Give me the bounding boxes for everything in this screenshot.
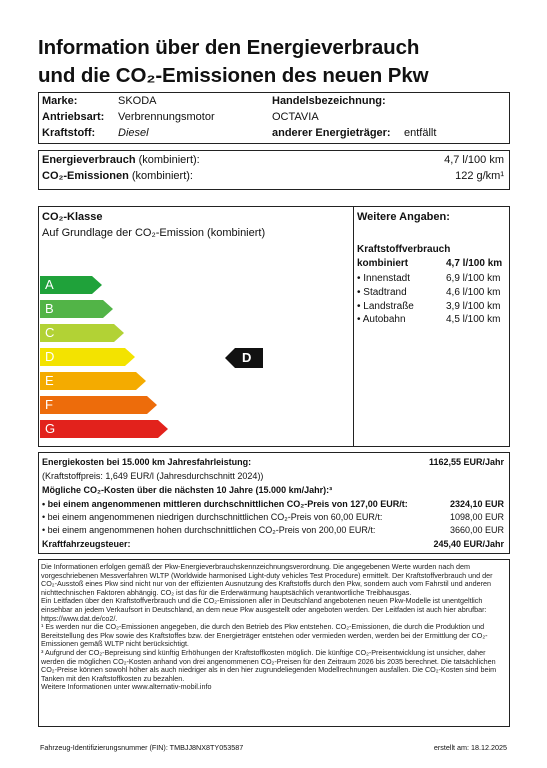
current-class-label: D bbox=[242, 350, 252, 365]
weitere-row-label: • Innenstadt bbox=[357, 273, 410, 284]
class-bar-f-shape bbox=[40, 396, 157, 414]
energie-label: Energieverbrauch bbox=[42, 154, 136, 166]
co2-cost-row-label: • bei einem angenommenen hohen durchschnittlichen CO₂-Preis von 200,00 EUR/t: bbox=[42, 525, 376, 535]
anderer-label: anderer Energieträger: bbox=[272, 127, 391, 139]
footnote-paragraph: ¹ Es werden nur die CO₂-Emissionen angegeben, die durch den Betrieb des Pkw entstehen. CO₂-Emissionen, die durch die Produktion und Bereitstellung des Pkw sowie des Kraftstoffes bzw. der Energieträger entstehen oder vermieden werden, werden bei der Ermittlung der CO₂-Emissionen gemäß WLTP nicht berücksichtigt. bbox=[41, 622, 488, 649]
co2-cost-row-value: 3660,00 EUR bbox=[449, 525, 504, 535]
page-title bbox=[38, 34, 429, 90]
class-label-c: C bbox=[45, 325, 55, 340]
co2-cost-row-label: • bei einem angenommenen mittleren durchschnittlichen CO₂-Preis von 127,00 EUR/t: bbox=[42, 499, 408, 509]
co2-value: 122 g/km¹ bbox=[455, 170, 504, 182]
footnote-paragraph: Die Informationen erfolgen gemäß der Pkw-Energieverbrauchskennzeichnungsverordnung. Die angegebenen Werte wurden nach dem vorgeschriebenen Messverfahren WLTP (Worldwide harmonised Light-duty vehicles Test Procedure) ermittelt. Der Kraftstoffverbrauch und der CO₂-Ausstoß eines Pkw sind nicht nur von der effizienten Ausnutzung des Kraftstoffs durch den Pkw, sondern auch vom Fahrstil und anderen nichttechnischen Faktoren abhängig. CO₂ ist das für die Erderwärmung hauptsächlich verantwortliche Treibhausgas. bbox=[41, 562, 493, 597]
footnote-paragraph: Ein Leitfaden über den Kraftstoffverbrauch und die CO₂-Emissionen aller in Deutschland angebotenen neuen Pkw-Modelle ist unentgeltlich einsehbar an jedem Verkaufsort in Deutschland, an dem neue Pkw ausgestellt oder angeboten werden. Der Leitfaden ist auch hier abrufbar: https://www.dat.de/co2/. bbox=[41, 596, 487, 623]
co2-cost-row-value: 2324,10 EUR bbox=[449, 499, 504, 509]
co2-class-heading: CO₂-Klasse bbox=[42, 211, 103, 223]
weitere-row-value: 6,9 l/100 km bbox=[446, 273, 501, 284]
weitere-row-label: • Stadtrand bbox=[357, 287, 407, 298]
antrieb-label: Antriebsart: bbox=[42, 111, 105, 123]
class-label-d: D bbox=[45, 349, 55, 364]
class-bar-g bbox=[40, 420, 168, 438]
energie-suffix: (kombiniert): bbox=[138, 154, 200, 166]
fin-text: Fahrzeug-Identifizierungsnummer (FIN): TMBJJ8NX8TY053587 bbox=[40, 743, 244, 752]
class-bar-e bbox=[40, 372, 146, 390]
kraftstoffpreis-note: (Kraftstoffpreis: 1,649 EUR/l (Jahresdurchschnitt 2024)) bbox=[42, 471, 264, 481]
title-line-1: Information über den Energieverbrauch bbox=[38, 36, 420, 59]
energie-value: 4,7 l/100 km bbox=[444, 154, 504, 166]
class-label-g: G bbox=[45, 421, 56, 436]
weitere-row-label: • Autobahn bbox=[357, 314, 406, 325]
energiekosten-label: Energiekosten bei 15.000 km Jahresfahrleistung: bbox=[42, 457, 252, 467]
class-bar-f bbox=[40, 396, 157, 414]
weitere-row-value: 3,9 l/100 km bbox=[446, 301, 501, 312]
weitere-row-label: • Landstraße bbox=[357, 301, 414, 312]
class-bar-c bbox=[40, 324, 124, 342]
erstellt-text: erstellt am: 18.12.2025 bbox=[433, 743, 507, 752]
class-label-b: B bbox=[45, 301, 54, 316]
class-bar-d bbox=[40, 348, 135, 366]
class-bar-a bbox=[40, 276, 102, 294]
steuer-value: 245,40 EUR/Jahr bbox=[433, 539, 504, 549]
energiekosten-value: 1162,55 EUR/Jahr bbox=[428, 457, 504, 467]
kraftstoff-label: Kraftstoff: bbox=[42, 127, 96, 139]
anderer-value: entfällt bbox=[404, 127, 437, 139]
handel-label: Handelsbezeichnung: bbox=[272, 95, 386, 107]
co2-cost-row-value: 1098,00 EUR bbox=[449, 512, 504, 522]
weitere-row-value: 4,5 l/100 km bbox=[446, 314, 501, 325]
mogliche-co2-label: Mögliche CO₂-Kosten über die nächsten 10 Jahre (15.000 km/Jahr):³ bbox=[42, 485, 333, 495]
marke-value: SKODA bbox=[118, 95, 157, 107]
steuer-label: Kraftfahrzeugsteuer: bbox=[42, 539, 131, 549]
co2-class-subheading: Auf Grundlage der CO₂-Emission (kombiniert) bbox=[42, 227, 266, 239]
class-bar-b bbox=[40, 300, 113, 318]
weitere-heading: Weitere Angaben: bbox=[357, 211, 450, 223]
footnote-paragraph: ³ Aufgrund der CO₂-Bepreisung sind künftig Erhöhungen der Kraftstoffkosten möglich. Die künftige CO₂-Preisentwicklung ist unsicher, daher werden die möglichen CO₂-Kosten anhand von drei angenommenen CO₂-Preisen für den Zeitraum 2026 bis 2035 berechnet. Die tatsächlichen CO₂-Preise können sowohl höher als auch niedriger als in den hier zugrundeliegenden Modellrechnungen ausfallen. Die CO₂-Kosten sind beim Tanken mit den Kraftstoffkosten zu bezahlen. bbox=[41, 647, 497, 683]
kraftstoff-value: Diesel bbox=[118, 127, 149, 139]
class-bar-e-shape bbox=[40, 372, 146, 390]
co2-row bbox=[42, 170, 193, 182]
weitere-sub: Kraftstoffverbrauch bbox=[357, 244, 451, 255]
weitere-box bbox=[353, 206, 510, 447]
weitere-row-value: 4,7 l/100 km bbox=[446, 258, 503, 269]
class-label-a: A bbox=[45, 277, 54, 292]
weitere-row-value: 4,6 l/100 km bbox=[446, 287, 501, 298]
handel-value: OCTAVIA bbox=[272, 111, 319, 123]
class-label-f: F bbox=[45, 397, 53, 412]
footnote-text bbox=[41, 563, 507, 692]
weitere-row-label: kombiniert bbox=[357, 258, 409, 269]
footnote-paragraph: Weitere Informationen unter www.alternativ-mobil.info bbox=[41, 682, 212, 692]
antrieb-value: Verbrennungsmotor bbox=[118, 111, 215, 123]
title-line-2: und die CO₂-Emissionen des neuen Pkw bbox=[38, 64, 429, 87]
co2-label: CO₂-Emissionen bbox=[42, 170, 129, 182]
current-class-marker bbox=[225, 348, 263, 368]
marke-label: Marke: bbox=[42, 95, 78, 107]
energie-row bbox=[42, 154, 200, 166]
class-bar-g-shape bbox=[40, 420, 168, 438]
class-label-e: E bbox=[45, 373, 54, 388]
co2-suffix: (kombiniert): bbox=[131, 170, 193, 182]
co2-cost-row-label: • bei einem angenommenen niedrigen durchschnittlichen CO₂-Preis von 60,00 EUR/t: bbox=[42, 512, 383, 522]
